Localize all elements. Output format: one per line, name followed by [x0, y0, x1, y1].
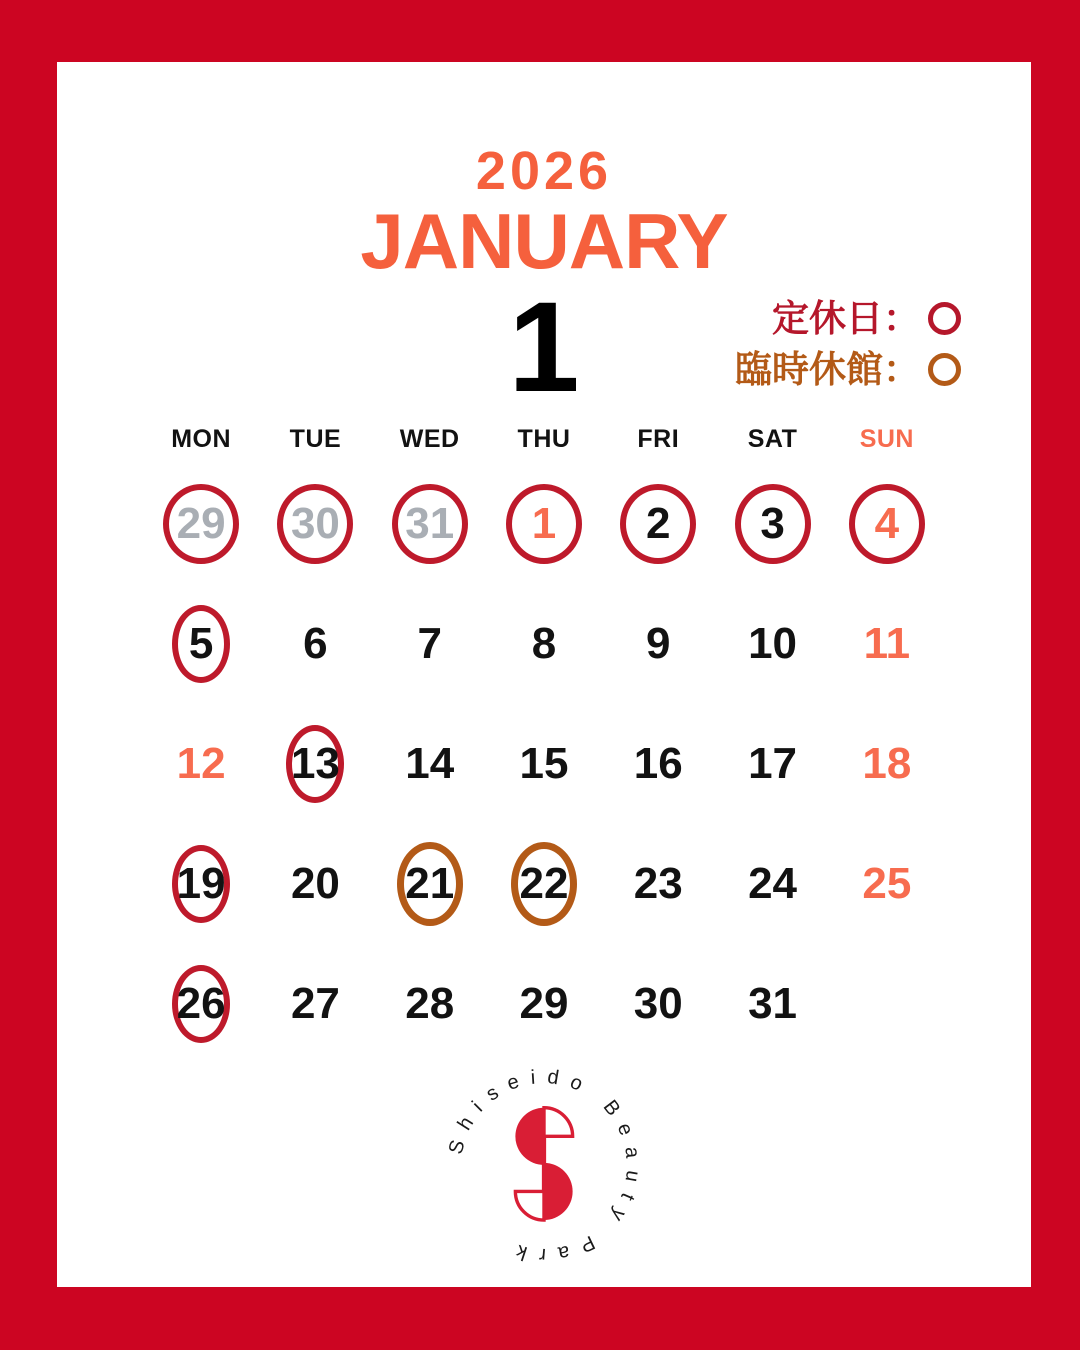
month-name-label: JANUARY: [360, 197, 728, 285]
logo-svg: [438, 1060, 650, 1272]
date-cell-5: [144, 584, 258, 704]
date-cell-21: [373, 824, 487, 944]
date-cell-17: [715, 704, 829, 824]
date-number: 31: [405, 499, 455, 548]
date-number: 30: [290, 499, 340, 548]
date-cell-9: [601, 584, 715, 704]
date-cell-13: [258, 704, 372, 824]
calendar-sheet: [57, 62, 1031, 1287]
weekday-sun: SUN: [859, 424, 914, 453]
date-number: 17: [748, 739, 798, 788]
date-number: 25: [862, 859, 912, 908]
date-number: 9: [646, 619, 671, 668]
date-cell-10: [715, 584, 829, 704]
date-number: 12: [176, 739, 226, 788]
date-number: 24: [748, 859, 798, 908]
weekday-wed: WED: [399, 424, 460, 453]
date-cell-12: [144, 704, 258, 824]
temporary-closed-circle-icon: [928, 353, 961, 386]
date-cell-8: [487, 584, 601, 704]
date-number: 8: [531, 619, 557, 668]
regular-closed-circle-icon: [928, 302, 961, 335]
date-number: 20: [290, 859, 340, 908]
date-cell-31: [715, 944, 829, 1064]
date-number: 22: [519, 859, 569, 908]
date-number: 26: [176, 979, 226, 1028]
weekday-fri: FRI: [637, 424, 680, 453]
date-cell-29: [487, 944, 601, 1064]
weekday-sat: SAT: [747, 424, 798, 453]
weekday-thu: THU: [517, 424, 571, 453]
date-cell-31: [373, 464, 487, 584]
date-number: 4: [874, 499, 900, 548]
empty-cell: [830, 944, 944, 1064]
date-number: 6: [303, 619, 328, 668]
date-number: 10: [748, 619, 798, 668]
legend-temporary-closed-label: 臨時休館：: [735, 349, 920, 390]
legend: [735, 300, 961, 388]
date-number: 23: [633, 859, 683, 908]
date-number: 15: [519, 739, 569, 788]
date-cell-2: [601, 464, 715, 584]
weekday-tue: TUE: [289, 424, 342, 453]
date-number: 2: [646, 499, 671, 548]
date-cell-20: [258, 824, 372, 944]
date-cell-18: [830, 704, 944, 824]
date-cell-19: [144, 824, 258, 944]
date-number: 11: [863, 619, 911, 668]
date-number: 27: [290, 979, 340, 1028]
date-number: 18: [862, 739, 912, 788]
date-number: 5: [188, 619, 214, 668]
date-cell-30: [601, 944, 715, 1064]
date-cell-25: [830, 824, 944, 944]
date-cell-6: [258, 584, 372, 704]
date-number: 28: [405, 979, 455, 1028]
date-cell-30: [258, 464, 372, 584]
date-cell-7: [373, 584, 487, 704]
date-number: 19: [176, 859, 226, 908]
date-number: 29: [176, 499, 226, 548]
date-cell-1: [487, 464, 601, 584]
date-number: 3: [760, 499, 785, 548]
date-number: 31: [748, 979, 798, 1028]
date-number: 29: [519, 979, 569, 1028]
date-cell-4: [830, 464, 944, 584]
date-number: 7: [417, 619, 442, 668]
date-cell-24: [715, 824, 829, 944]
date-number: 21: [405, 859, 455, 908]
date-cell-29: [144, 464, 258, 584]
stylized-s-mark: [515, 1108, 572, 1220]
calendar-grid: [144, 414, 944, 1064]
date-cell-11: [830, 584, 944, 704]
legend-temporary-closed: [735, 351, 961, 388]
month-number: 1: [508, 276, 580, 419]
date-number: 16: [633, 739, 683, 788]
logo-ring-text: Shiseido Beauty Park: [444, 1065, 645, 1267]
title-block: [57, 141, 1031, 285]
year-label: 2026: [475, 141, 613, 201]
date-cell-22: [487, 824, 601, 944]
date-cell-28: [373, 944, 487, 1064]
legend-regular-closed-label: 定休日：: [772, 298, 920, 339]
weekday-mon: MON: [171, 424, 232, 453]
date-number: 30: [633, 979, 683, 1028]
date-cell-23: [601, 824, 715, 944]
date-number: 13: [290, 739, 340, 788]
shiseido-beauty-park-logo: [438, 1060, 650, 1272]
date-cell-3: [715, 464, 829, 584]
date-cell-16: [601, 704, 715, 824]
date-cell-26: [144, 944, 258, 1064]
legend-regular-closed: [772, 300, 961, 337]
date-number: 14: [405, 739, 455, 788]
date-cell-15: [487, 704, 601, 824]
date-number: 1: [531, 499, 557, 548]
date-cell-14: [373, 704, 487, 824]
date-cell-27: [258, 944, 372, 1064]
